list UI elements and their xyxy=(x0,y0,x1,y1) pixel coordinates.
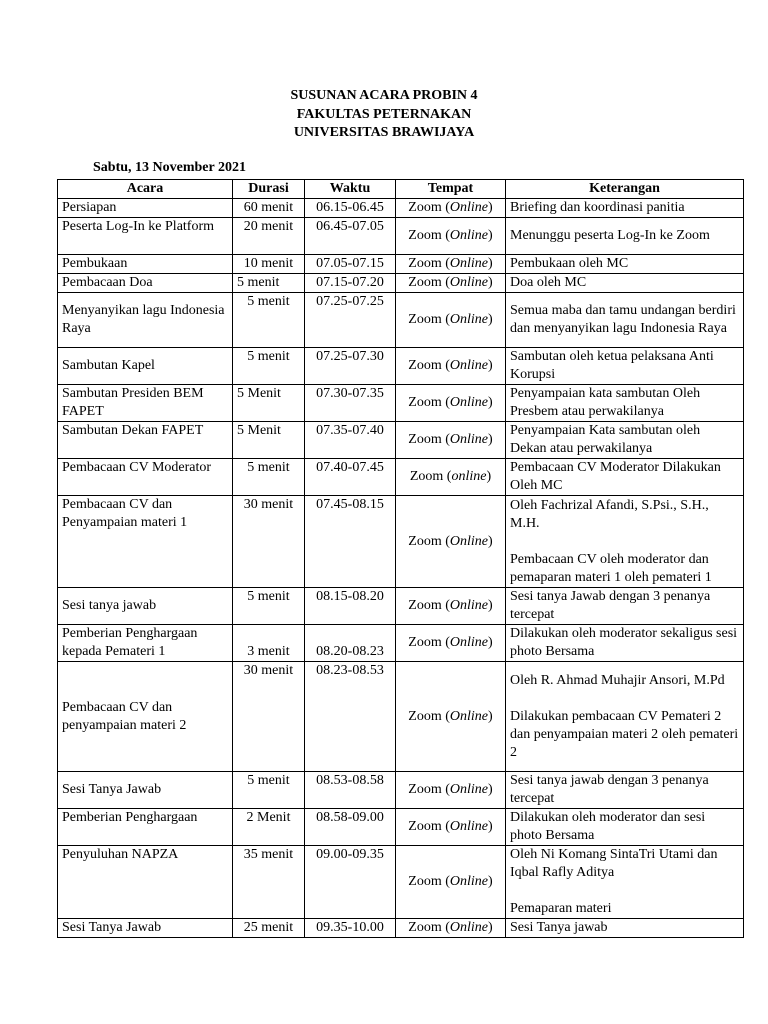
col-header-keterangan: Keterangan xyxy=(506,180,744,199)
tempat-mode: Online xyxy=(449,275,489,290)
cell-tempat xyxy=(396,385,506,422)
cell-waktu: 07.25-07.25 xyxy=(305,293,396,348)
tempat-prefix: Zoom ( xyxy=(408,200,450,215)
cell-keterangan xyxy=(506,459,744,496)
table-row xyxy=(58,919,744,938)
tempat-suffix: ) xyxy=(488,200,493,215)
cell-tempat xyxy=(396,293,506,348)
cell-durasi: 30 menit xyxy=(233,496,305,588)
cell-tempat xyxy=(396,348,506,385)
tempat-suffix: ) xyxy=(488,819,493,834)
cell-acara: Pembacaan CV Moderator xyxy=(58,459,233,496)
keterangan-line: Doa oleh MC xyxy=(510,275,587,290)
cell-acara: Pembukaan xyxy=(58,255,233,274)
keterangan-line: Penyampaian Kata sambutan oleh Dekan atau perwakilanya xyxy=(510,423,701,456)
keterangan-line: Sesi tanya Jawab dengan 3 penanya tercepat xyxy=(510,589,711,622)
table-row xyxy=(58,274,744,293)
keterangan-line: Pembukaan oleh MC xyxy=(510,256,629,271)
cell-acara: Sambutan Presiden BEM FAPET xyxy=(58,385,233,422)
keterangan-line: Penyampaian kata sambutan Oleh Presbem atau perwakilanya xyxy=(510,386,701,419)
cell-waktu: 08.53-08.58 xyxy=(305,772,396,809)
keterangan-line: Pembacaan CV oleh moderator dan pemaparan materi 1 oleh pemateri 1 xyxy=(510,551,712,585)
cell-durasi: 5 menit xyxy=(233,274,305,293)
cell-durasi: 5 menit xyxy=(233,772,305,809)
cell-tempat xyxy=(396,919,506,938)
cell-tempat xyxy=(396,662,506,772)
keterangan-spacer xyxy=(510,882,739,900)
cell-tempat xyxy=(396,422,506,459)
tempat-mode: Online xyxy=(449,874,489,889)
table-row xyxy=(58,662,744,772)
cell-waktu: 07.15-07.20 xyxy=(305,274,396,293)
cell-durasi: 20 menit xyxy=(233,218,305,255)
tempat-suffix: ) xyxy=(488,312,493,327)
keterangan-line: Oleh Ni Komang SintaTri Utami dan Iqbal Rafly Aditya xyxy=(510,847,718,880)
cell-waktu: 08.58-09.00 xyxy=(305,809,396,846)
tempat-suffix: ) xyxy=(488,708,493,724)
cell-durasi: 10 menit xyxy=(233,255,305,274)
tempat-prefix: Zoom ( xyxy=(408,635,450,650)
cell-keterangan xyxy=(506,625,744,662)
cell-waktu: 07.35-07.40 xyxy=(305,422,396,459)
tempat-suffix: ) xyxy=(488,533,493,549)
document-title xyxy=(0,87,768,143)
tempat-mode: Online xyxy=(449,782,489,797)
tempat-mode: Online xyxy=(449,708,489,724)
cell-durasi: 2 Menit xyxy=(233,809,305,846)
tempat-suffix: ) xyxy=(488,358,493,373)
table-row xyxy=(58,846,744,919)
tempat-mode: Online xyxy=(449,920,489,935)
cell-durasi: 35 menit xyxy=(233,846,305,919)
cell-tempat xyxy=(396,274,506,293)
col-header-durasi: Durasi xyxy=(233,180,305,199)
tempat-suffix: ) xyxy=(488,228,493,243)
table-row xyxy=(58,255,744,274)
tempat-mode: Online xyxy=(449,819,489,834)
cell-keterangan xyxy=(506,496,744,588)
table-row xyxy=(58,588,744,625)
cell-durasi: 3 menit xyxy=(233,625,305,662)
keterangan-line: Pemaparan materi xyxy=(510,901,612,916)
cell-keterangan xyxy=(506,218,744,255)
tempat-mode: Online xyxy=(449,312,489,327)
cell-acara: Persiapan xyxy=(58,199,233,218)
cell-acara: Pembacaan CV dan penyampaian materi 2 xyxy=(58,662,233,772)
tempat-prefix: Zoom ( xyxy=(408,920,450,935)
tempat-prefix: Zoom ( xyxy=(408,432,450,447)
tempat-suffix: ) xyxy=(488,874,493,889)
cell-tempat xyxy=(396,772,506,809)
tempat-mode: Online xyxy=(449,598,489,613)
tempat-suffix: ) xyxy=(488,432,493,447)
event-date: Sabtu, 13 November 2021 xyxy=(93,160,246,175)
cell-keterangan xyxy=(506,809,744,846)
cell-acara: Sambutan Kapel xyxy=(58,348,233,385)
keterangan-line: Briefing dan koordinasi panitia xyxy=(510,200,685,215)
title-line-3: UNIVERSITAS BRAWIJAYA xyxy=(293,125,475,140)
cell-tempat xyxy=(396,199,506,218)
tempat-suffix: ) xyxy=(488,635,493,650)
tempat-suffix: ) xyxy=(488,395,493,410)
cell-waktu: 08.20-08.23 xyxy=(305,625,396,662)
tempat-mode: Online xyxy=(449,358,489,373)
cell-waktu: 07.30-07.35 xyxy=(305,385,396,422)
tempat-mode: Online xyxy=(449,256,489,271)
cell-waktu: 08.15-08.20 xyxy=(305,588,396,625)
tempat-suffix: ) xyxy=(488,598,493,613)
tempat-suffix: ) xyxy=(488,256,493,271)
col-header-acara: Acara xyxy=(58,180,233,199)
cell-keterangan xyxy=(506,274,744,293)
cell-acara: Peserta Log-In ke Platform xyxy=(58,218,233,255)
cell-keterangan xyxy=(506,662,744,772)
cell-tempat xyxy=(396,218,506,255)
cell-keterangan xyxy=(506,293,744,348)
cell-tempat xyxy=(396,846,506,919)
tempat-prefix: Zoom ( xyxy=(408,358,450,373)
schedule-table xyxy=(57,179,744,938)
keterangan-line: Semua maba dan tamu undangan berdiri dan menyanyikan lagu Indonesia Raya xyxy=(510,303,736,336)
cell-tempat xyxy=(396,459,506,496)
table-row xyxy=(58,422,744,459)
cell-keterangan xyxy=(506,199,744,218)
tempat-mode: Online xyxy=(449,228,489,243)
cell-durasi: 60 menit xyxy=(233,199,305,218)
cell-tempat xyxy=(396,496,506,588)
cell-keterangan xyxy=(506,846,744,919)
tempat-prefix: Zoom ( xyxy=(408,256,450,271)
keterangan-line: Dilakukan oleh moderator sekaligus sesi photo Bersama xyxy=(510,626,738,659)
cell-waktu: 06.45-07.05 xyxy=(305,218,396,255)
cell-waktu: 06.15-06.45 xyxy=(305,199,396,218)
table-header-row xyxy=(58,180,744,199)
cell-keterangan xyxy=(506,385,744,422)
cell-waktu: 07.45-08.15 xyxy=(305,496,396,588)
tempat-suffix: ) xyxy=(486,469,492,484)
table-row xyxy=(58,809,744,846)
tempat-prefix: Zoom ( xyxy=(408,598,450,613)
keterangan-line: Oleh R. Ahmad Muhajir Ansori, M.Pd xyxy=(510,672,725,688)
tempat-prefix: Zoom ( xyxy=(408,312,450,327)
table-row xyxy=(58,772,744,809)
keterangan-spacer xyxy=(510,533,739,551)
cell-durasi: 5 Menit xyxy=(233,385,305,422)
tempat-prefix: Zoom ( xyxy=(408,782,450,797)
cell-tempat xyxy=(396,809,506,846)
cell-durasi: 5 menit xyxy=(233,293,305,348)
cell-durasi: 30 menit xyxy=(233,662,305,772)
cell-durasi: 25 menit xyxy=(233,919,305,938)
tempat-prefix: Zoom ( xyxy=(409,469,452,484)
cell-durasi: 5 Menit xyxy=(233,422,305,459)
keterangan-line: Dilakukan pembacaan CV Pemateri 2 dan penyampaian materi 2 oleh pemateri 2 xyxy=(510,708,739,760)
cell-waktu: 07.40-07.45 xyxy=(305,459,396,496)
table-row xyxy=(58,199,744,218)
table-row xyxy=(58,625,744,662)
cell-keterangan xyxy=(506,919,744,938)
title-line-2: FAKULTAS PETERNAKAN xyxy=(296,106,472,122)
keterangan-line: Sambutan oleh ketua pelaksana Anti Korupsi xyxy=(510,349,714,382)
tempat-mode: Online xyxy=(449,432,489,447)
cell-acara: Pemberian Penghargaan kepada Pemateri 1 xyxy=(58,625,233,662)
tempat-prefix: Zoom ( xyxy=(408,395,450,410)
tempat-prefix: Zoom ( xyxy=(408,708,450,724)
cell-waktu: 08.23-08.53 xyxy=(305,662,396,772)
col-header-waktu: Waktu xyxy=(305,180,396,199)
cell-keterangan xyxy=(506,588,744,625)
cell-acara: Sesi Tanya Jawab xyxy=(58,772,233,809)
cell-waktu: 07.05-07.15 xyxy=(305,255,396,274)
cell-keterangan xyxy=(506,255,744,274)
col-header-tempat: Tempat xyxy=(396,180,506,199)
cell-tempat xyxy=(396,625,506,662)
cell-keterangan xyxy=(506,422,744,459)
table-row xyxy=(58,218,744,255)
tempat-prefix: Zoom ( xyxy=(408,533,450,549)
title-line-1: SUSUNAN ACARA PROBIN 4 xyxy=(290,88,478,103)
tempat-prefix: Zoom ( xyxy=(408,874,450,889)
cell-durasi: 5 menit xyxy=(233,348,305,385)
cell-waktu: 07.25-07.30 xyxy=(305,348,396,385)
tempat-prefix: Zoom ( xyxy=(408,275,450,290)
cell-waktu: 09.00-09.35 xyxy=(305,846,396,919)
cell-acara: Sesi tanya jawab xyxy=(58,588,233,625)
schedule-body xyxy=(58,199,744,938)
table-row xyxy=(58,385,744,422)
tempat-suffix: ) xyxy=(488,920,493,935)
table-row xyxy=(58,348,744,385)
cell-acara: Pemberian Penghargaan xyxy=(58,809,233,846)
table-row xyxy=(58,496,744,588)
cell-keterangan xyxy=(506,772,744,809)
keterangan-line: Sesi Tanya jawab xyxy=(510,920,608,935)
tempat-mode: Online xyxy=(449,200,489,215)
cell-acara: Pembacaan CV dan Penyampaian materi 1 xyxy=(58,496,233,588)
cell-waktu: 09.35-10.00 xyxy=(305,919,396,938)
table-row xyxy=(58,459,744,496)
tempat-prefix: Zoom ( xyxy=(408,819,450,834)
cell-durasi: 5 menit xyxy=(233,588,305,625)
keterangan-line: Pembacaan CV Moderator Dilakukan Oleh MC xyxy=(510,460,721,493)
cell-acara: Sesi Tanya Jawab xyxy=(58,919,233,938)
cell-durasi: 5 menit xyxy=(233,459,305,496)
tempat-suffix: ) xyxy=(488,782,493,797)
tempat-suffix: ) xyxy=(488,275,493,290)
tempat-mode: Online xyxy=(449,635,489,650)
keterangan-line: Oleh Fachrizal Afandi, S.Psi., S.H., M.H. xyxy=(510,497,709,531)
keterangan-spacer xyxy=(510,690,739,708)
tempat-mode: Online xyxy=(449,533,489,549)
keterangan-line: Sesi tanya jawab dengan 3 penanya tercepat xyxy=(510,773,709,806)
tempat-mode: Online xyxy=(449,395,489,410)
tempat-mode: online xyxy=(451,469,487,484)
keterangan-line: Menunggu peserta Log-In ke Zoom xyxy=(510,228,710,243)
cell-acara: Sambutan Dekan FAPET xyxy=(58,422,233,459)
cell-acara: Menyanyikan lagu Indonesia Raya xyxy=(58,293,233,348)
cell-acara: Penyuluhan NAPZA xyxy=(58,846,233,919)
cell-tempat xyxy=(396,588,506,625)
cell-tempat xyxy=(396,255,506,274)
cell-acara: Pembacaan Doa xyxy=(58,274,233,293)
table-row xyxy=(58,293,744,348)
cell-keterangan xyxy=(506,348,744,385)
keterangan-line: Dilakukan oleh moderator dan sesi photo Bersama xyxy=(510,810,706,843)
tempat-prefix: Zoom ( xyxy=(408,228,450,243)
